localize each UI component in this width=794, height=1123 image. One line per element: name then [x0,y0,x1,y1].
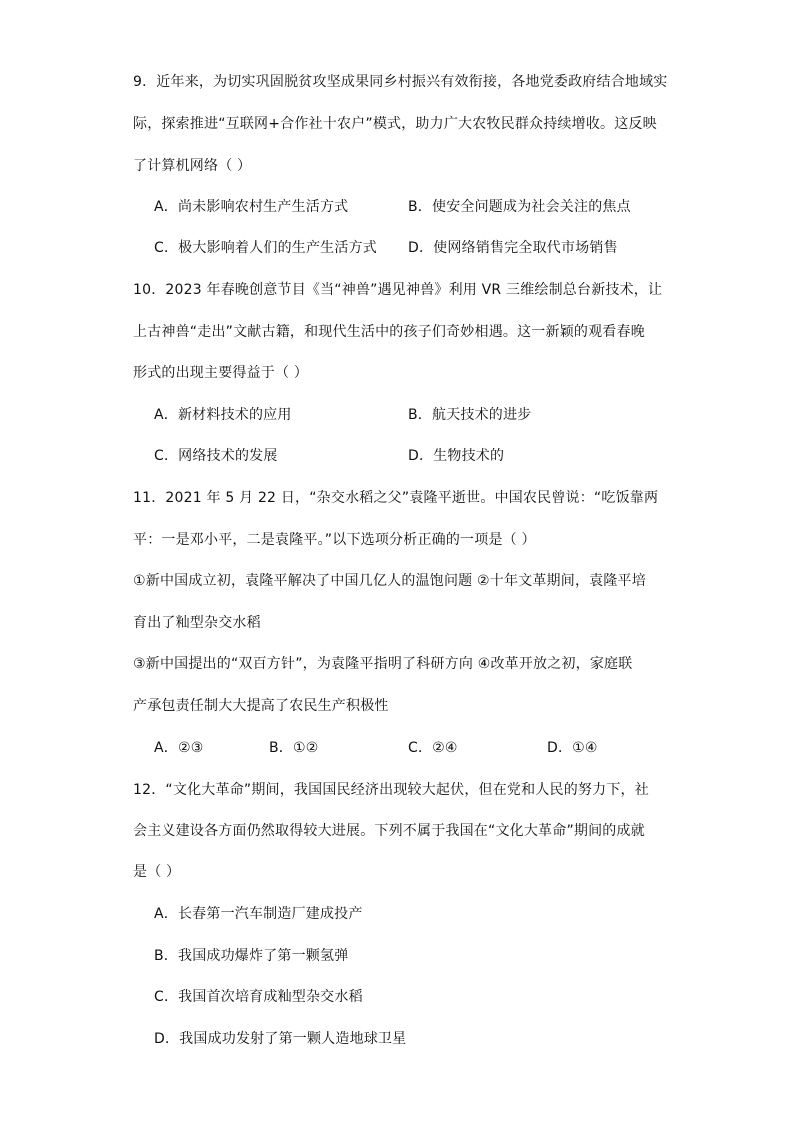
q12-line-3: 是（ ） [133,864,181,880]
q11-option-a: A．②③ [154,740,204,756]
q9-option-c: C．极大影响着人们的生产生活方式 [154,240,377,256]
q9-option-a: A．尚未影响农村生产生活方式 [154,199,349,215]
q9-line-2: 际，探索推进“互联网+合作社十农户”模式，助力广大农牧民群众持续增收。这反映 [133,116,657,132]
q9-option-b: B．使安全问题成为社会关注的焦点 [408,199,631,215]
q10-option-b: B．航天技术的进步 [408,407,532,423]
q10-line-3: 形式的出现主要得益于（ ） [133,365,309,381]
q9-line-3: 了计算机网络（ ） [133,158,252,174]
q10-line-1: 10．2023 年春晚创意节目《当“神兽”遇见神兽》利用 VR 三维绘制总台新技术，让 [133,282,663,298]
q11-line-1: 11．2021 年 5 月 22 日，“杂交水稻之父”袁隆平逝世。中国农民曾说：“吃饭靠两 [133,490,659,506]
q12-line-2: 会主义建设各方面仍然取得较大进展。下列不属于我国在“文化大革命”期间的成就 [133,823,645,839]
q11-option-d: D．①④ [547,740,598,756]
q11-line-3: ①新中国成立初，袁隆平解决了中国几亿人的温饱问题 ②十年文革期间，袁隆平培 [133,573,646,589]
q10-option-a: A．新材料技术的应用 [154,407,292,423]
q9-line-1: 9．近年来，为切实巩固脱贫攻坚成果同乡村振兴有效衔接，各地党委政府结合地域实 [133,74,668,90]
q11-line-6: 产承包责任制大大提高了农民生产积极性 [133,698,389,714]
q12-option-a: A．长春第一汽车制造厂建成投产 [154,906,363,922]
q11-line-2: 平：一是邓小平，二是袁隆平。”以下选项分析正确的一项是（ ） [133,532,536,548]
q12-line-1: 12．“文化大革命”期间，我国国民经济出现较大起伏，但在党和人民的努力下，社 [133,782,649,798]
q11-option-b: B．①② [269,740,319,756]
q12-option-c: C．我国首次培育成籼型杂交水稻 [154,989,363,1005]
q10-option-d: D．生物技术的 [408,448,505,464]
q11-line-4: 育出了籼型杂交水稻 [133,615,261,631]
q11-line-5: ③新中国提出的“双百方针”，为袁隆平指明了科研方向 ④改革开放之初，家庭联 [133,656,633,672]
q12-option-d: D．我国成功发射了第一颗人造地球卫星 [154,1031,407,1047]
q12-option-b: B．我国成功爆炸了第一颗氢弹 [154,948,349,964]
q11-option-c: C．②④ [408,740,458,756]
q9-option-d: D．使网络销售完全取代市场销售 [408,240,618,256]
q10-option-c: C．网络技术的发展 [154,448,278,464]
q10-line-2: 上古神兽“走出”文献古籍，和现代生活中的孩子们奇妙相遇。这一新颖的观看春晚 [133,324,645,340]
